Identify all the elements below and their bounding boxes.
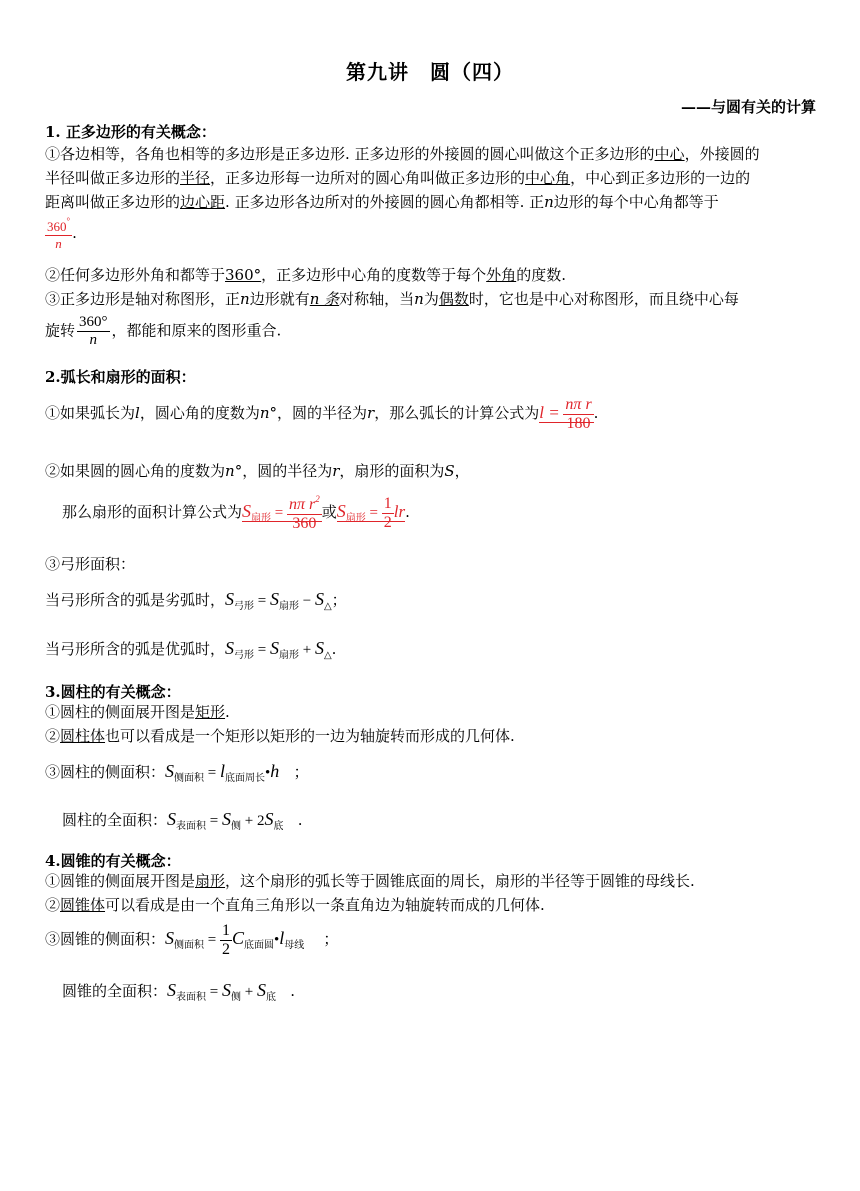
page-subtitle: ——与圆有关的计算: [680, 98, 816, 116]
section-2-heading: 2.弧长和扇形的面积：: [45, 368, 196, 386]
segment-area-heading: ③弓形面积：: [45, 555, 136, 573]
arc-length-line: ①如果弧长为l，圆心角的度数为n°，圆的半径为r，那么弧长的计算公式为l = $\frac{\text{nπ r}}{180}$ .: [45, 396, 599, 432]
cylinder-line-2: ②圆柱体也可以看成是一个矩形以矩形的一边为轴旋转而形成的几何体.: [45, 727, 515, 745]
s1-point-3-cont: 旋转 $\frac{360^\circ}{n}$ ，都能和原来的图形重合.: [45, 314, 282, 348]
cylinder-total-area: 圆柱的全面积：$S_{表面积} = S_侧 + 2S_底$ .: [62, 809, 303, 832]
page-title: 第九讲 圆（四）: [346, 60, 514, 84]
sector-intro-line: ②如果圆的圆心角的度数为n°，圆的半径为r，扇形的面积为S，: [45, 462, 470, 480]
cone-line-2: ②圆锥体可以看成是由一个直角三角形以一条直角边为轴旋转而成的几何体.: [45, 896, 545, 914]
major-segment-formula: 当弓形所含的弧是优弧时，$S_{弓形} = S_{扇形} + S_\triangle$.: [45, 638, 337, 661]
cone-lateral-area: ③圆锥的侧面积：$S_{侧面积}$ = $\frac{1}{2}$ $C_{底面圆}•l_{母线}$ ；: [45, 922, 339, 958]
sector-area-formula: 那么扇形的面积计算公式为$S_{扇形}$ = $\frac{n\pi r^2}{360}$ 或$S_{扇形}$ = $\frac{1}{2}$ lr.: [62, 494, 410, 532]
s1-point-3: ③正多边形是轴对称图形，正n边形就有n 条对称轴，当n为偶数时，它也是中心对称图形，而且绕中心每: [45, 290, 739, 308]
cylinder-line-1: ①圆柱的侧面展开图是矩形.: [45, 703, 230, 721]
section-3-heading: 3.圆柱的有关概念：: [45, 683, 181, 701]
central-angle-fraction: $\frac{360^\circ}{n}$ .: [47, 216, 77, 251]
cone-line-1: ①圆锥的侧面展开图是扇形，这个扇形的弧长等于圆锥底面的周长，扇形的半径等于圆锥的母线长.: [45, 872, 695, 890]
minor-segment-formula: 当弓形所含的弧是劣弧时，$S_{弓形} = S_{扇形} - S_\triangle$；: [45, 589, 347, 612]
cone-total-area: 圆锥的全面积：$S_{表面积} = S_侧 + S_底$ .: [62, 980, 296, 1003]
s1-line-1: ①各边相等，各角也相等的多边形是正多边形. 正多边形的外接圆的圆心叫做这个正多边形的中心，外接圆的: [45, 145, 760, 163]
s1-point-2: ②任何多边形外角和都等于360°，正多边形中心角的度数等于每个外角的度数.: [45, 266, 566, 284]
s1-line-2: 半径叫做正多边形的半径，正多边形每一边所对的圆心角叫做正多边形的中心角，中心到正多边形的一边的: [45, 169, 751, 187]
section-4-heading: 4.圆锥的有关概念：: [45, 852, 181, 870]
cylinder-lateral-area: ③圆柱的侧面积：$S_{侧面积}$ = $l_{底面周长}•h$ ；: [45, 761, 309, 784]
section-1-heading: 1. 正多边形的有关概念：: [45, 123, 216, 141]
s1-line-3: 距离叫做正多边形的边心距. 正多边形各边所对的外接圆的圆心角都相等. 正n边形的每个中心角都等于: [45, 193, 719, 211]
